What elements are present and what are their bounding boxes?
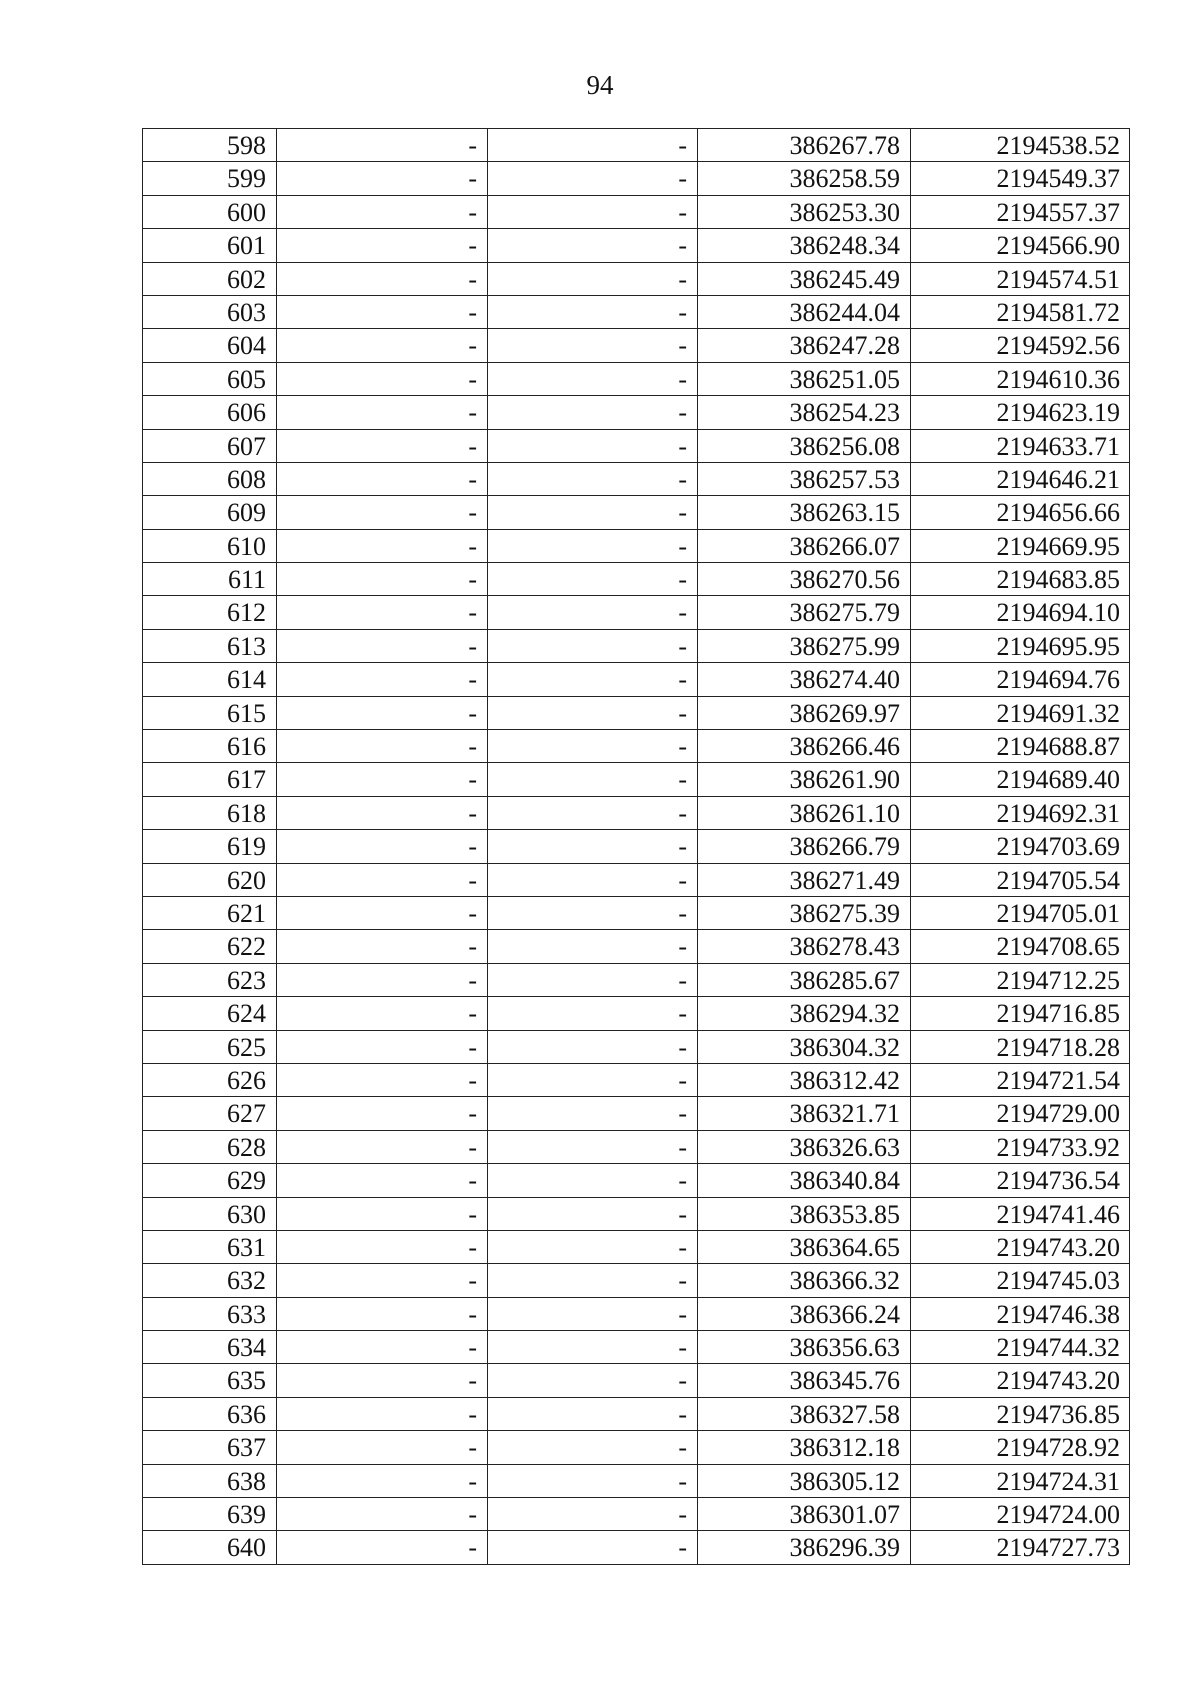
blank-cell-a: -: [277, 430, 488, 462]
y-coordinate-cell: 2194566.90: [996, 231, 1120, 261]
point-number-cell: 607: [143, 430, 277, 462]
blank-cell-b: -: [488, 1531, 698, 1563]
blank-cell-a: -: [277, 1531, 488, 1563]
x-coordinate-cell: 386257.53: [698, 463, 911, 495]
point-number-cell: 629: [143, 1164, 277, 1196]
x-coordinate-cell: 386266.79: [698, 830, 911, 862]
point-number-cell: 626: [143, 1064, 277, 1096]
x-coordinate-cell: 386270.56: [698, 563, 911, 595]
point-number-cell: 617: [143, 763, 277, 795]
x-coordinate-cell: 386356.63: [698, 1331, 911, 1363]
table-row: [142, 363, 1130, 396]
blank-cell-b: -: [488, 730, 698, 762]
point-number-cell: 624: [143, 997, 277, 1029]
x-coordinate-cell: 386271.49: [698, 864, 911, 896]
blank-cell-b: -: [488, 396, 698, 428]
point-number-cell: 634: [143, 1331, 277, 1363]
point-number-cell: 603: [143, 296, 277, 328]
x-coordinate-cell: 386274.40: [698, 663, 911, 695]
page-number: 94: [586, 70, 614, 100]
y-coordinate-cell: 2194745.03: [996, 1266, 1120, 1296]
x-coordinate-cell: 386312.18: [698, 1431, 911, 1463]
y-coordinate-cell: 2194736.54: [996, 1166, 1120, 1196]
blank-cell-b: -: [488, 930, 698, 962]
blank-cell-b: -: [488, 997, 698, 1029]
y-coordinate-cell: 2194705.54: [996, 865, 1120, 895]
y-coordinate-cell: 2194557.37: [996, 197, 1120, 227]
y-coordinate-cell: 2194721.54: [996, 1065, 1120, 1095]
point-number-cell: 606: [143, 396, 277, 428]
point-number-cell: 625: [143, 1031, 277, 1063]
table-row: [142, 1231, 1130, 1264]
x-coordinate-cell: 386245.49: [698, 263, 911, 295]
blank-cell-a: -: [277, 930, 488, 962]
blank-cell-b: -: [488, 596, 698, 628]
x-coordinate-cell: 386256.08: [698, 430, 911, 462]
x-coordinate-cell: 386269.97: [698, 697, 911, 729]
x-coordinate-cell: 386364.65: [698, 1231, 911, 1263]
blank-cell-a: -: [277, 1097, 488, 1129]
x-coordinate-cell: 386261.10: [698, 797, 911, 829]
x-coordinate-cell: 386285.67: [698, 964, 911, 996]
point-number-cell: 630: [143, 1198, 277, 1230]
table-row: [142, 329, 1130, 362]
blank-cell-a: -: [277, 129, 488, 161]
x-coordinate-cell: 386340.84: [698, 1164, 911, 1196]
y-coordinate-cell: 2194691.32: [996, 698, 1120, 728]
table-row: [142, 1331, 1130, 1364]
x-coordinate-cell: 386296.39: [698, 1531, 911, 1563]
point-number-cell: 613: [143, 630, 277, 662]
x-coordinate-cell: 386353.85: [698, 1198, 911, 1230]
table-row: [142, 1164, 1130, 1197]
table-row: [142, 1364, 1130, 1397]
table-row: [142, 1498, 1130, 1531]
blank-cell-a: -: [277, 1231, 488, 1263]
blank-cell-a: -: [277, 864, 488, 896]
y-coordinate-cell: 2194703.69: [996, 832, 1120, 862]
blank-cell-b: -: [488, 797, 698, 829]
table-row: [142, 1131, 1130, 1164]
blank-cell-b: -: [488, 830, 698, 862]
x-coordinate-cell: 386305.12: [698, 1465, 911, 1497]
point-number-cell: 602: [143, 263, 277, 295]
blank-cell-a: -: [277, 630, 488, 662]
point-number-cell: 633: [143, 1298, 277, 1330]
x-coordinate-cell: 386266.07: [698, 530, 911, 562]
y-coordinate-cell: 2194689.40: [996, 765, 1120, 795]
x-coordinate-cell: 386275.79: [698, 596, 911, 628]
blank-cell-a: -: [277, 329, 488, 361]
y-coordinate-cell: 2194656.66: [996, 498, 1120, 528]
blank-cell-a: -: [277, 396, 488, 428]
blank-cell-a: -: [277, 1398, 488, 1430]
point-number-cell: 631: [143, 1231, 277, 1263]
blank-cell-a: -: [277, 897, 488, 929]
y-coordinate-cell: 2194718.28: [996, 1032, 1120, 1062]
blank-cell-a: -: [277, 1364, 488, 1396]
y-coordinate-cell: 2194716.85: [996, 999, 1120, 1029]
blank-cell-b: -: [488, 1097, 698, 1129]
x-coordinate-cell: 386267.78: [698, 129, 911, 161]
point-number-cell: 635: [143, 1364, 277, 1396]
y-coordinate-cell: 2194669.95: [996, 531, 1120, 561]
y-coordinate-cell: 2194688.87: [996, 732, 1120, 762]
point-number-cell: 628: [143, 1131, 277, 1163]
point-number-cell: 621: [143, 897, 277, 929]
y-coordinate-cell: 2194736.85: [996, 1399, 1120, 1429]
table-row: [142, 1531, 1130, 1564]
blank-cell-b: -: [488, 1231, 698, 1263]
x-coordinate-cell: 386301.07: [698, 1498, 911, 1530]
x-coordinate-cell: 386251.05: [698, 363, 911, 395]
blank-cell-a: -: [277, 797, 488, 829]
x-coordinate-cell: 386253.30: [698, 196, 911, 228]
blank-cell-b: -: [488, 763, 698, 795]
blank-cell-a: -: [277, 730, 488, 762]
x-coordinate-cell: 386366.24: [698, 1298, 911, 1330]
point-number-cell: 627: [143, 1097, 277, 1129]
blank-cell-b: -: [488, 530, 698, 562]
blank-cell-b: -: [488, 897, 698, 929]
table-row: [142, 196, 1130, 229]
x-coordinate-cell: 386321.71: [698, 1097, 911, 1129]
point-number-cell: 637: [143, 1431, 277, 1463]
point-number-cell: 616: [143, 730, 277, 762]
x-coordinate-cell: 386327.58: [698, 1398, 911, 1430]
point-number-cell: 600: [143, 196, 277, 228]
x-coordinate-cell: 386278.43: [698, 930, 911, 962]
y-coordinate-cell: 2194646.21: [996, 464, 1120, 494]
table-row: [142, 830, 1130, 863]
blank-cell-a: -: [277, 496, 488, 528]
blank-cell-b: -: [488, 1398, 698, 1430]
blank-cell-a: -: [277, 1331, 488, 1363]
y-coordinate-cell: 2194538.52: [996, 131, 1120, 160]
y-coordinate-cell: 2194727.73: [996, 1533, 1120, 1563]
y-coordinate-cell: 2194549.37: [996, 164, 1120, 194]
blank-cell-b: -: [488, 1198, 698, 1230]
coordinate-table: [142, 128, 1130, 1565]
table-row: [142, 396, 1130, 429]
blank-cell-b: -: [488, 263, 698, 295]
x-coordinate-cell: 386294.32: [698, 997, 911, 1029]
blank-cell-b: -: [488, 296, 698, 328]
y-coordinate-cell: 2194694.10: [996, 598, 1120, 628]
blank-cell-a: -: [277, 1031, 488, 1063]
table-row: [142, 1264, 1130, 1297]
y-coordinate-cell: 2194746.38: [996, 1299, 1120, 1329]
point-number-cell: 632: [143, 1264, 277, 1296]
blank-cell-b: -: [488, 329, 698, 361]
blank-cell-b: -: [488, 430, 698, 462]
table-row: [142, 1465, 1130, 1498]
blank-cell-b: -: [488, 663, 698, 695]
blank-cell-b: -: [488, 1465, 698, 1497]
blank-cell-a: -: [277, 1498, 488, 1530]
blank-cell-b: -: [488, 563, 698, 595]
y-coordinate-cell: 2194741.46: [996, 1199, 1120, 1229]
y-coordinate-cell: 2194633.71: [996, 431, 1120, 461]
blank-cell-b: -: [488, 864, 698, 896]
point-number-cell: 614: [143, 663, 277, 695]
blank-cell-a: -: [277, 530, 488, 562]
table-row: [142, 530, 1130, 563]
table-row: [142, 296, 1130, 329]
x-coordinate-cell: 386312.42: [698, 1064, 911, 1096]
point-number-cell: 611: [143, 563, 277, 595]
y-coordinate-cell: 2194695.95: [996, 631, 1120, 661]
y-coordinate-cell: 2194692.31: [996, 798, 1120, 828]
blank-cell-b: -: [488, 496, 698, 528]
point-number-cell: 639: [143, 1498, 277, 1530]
y-coordinate-cell: 2194744.32: [996, 1333, 1120, 1363]
x-coordinate-cell: 386266.46: [698, 730, 911, 762]
point-number-cell: 612: [143, 596, 277, 628]
table-row: [142, 263, 1130, 296]
y-coordinate-cell: 2194743.20: [996, 1366, 1120, 1396]
point-number-cell: 640: [143, 1531, 277, 1563]
x-coordinate-cell: 386275.99: [698, 630, 911, 662]
x-coordinate-cell: 386247.28: [698, 329, 911, 361]
blank-cell-a: -: [277, 1198, 488, 1230]
blank-cell-b: -: [488, 196, 698, 228]
table-row: [142, 162, 1130, 195]
blank-cell-a: -: [277, 1298, 488, 1330]
table-row: [142, 763, 1130, 796]
y-coordinate-cell: 2194581.72: [996, 297, 1120, 327]
blank-cell-a: -: [277, 229, 488, 261]
table-row: [142, 563, 1130, 596]
blank-cell-b: -: [488, 162, 698, 194]
x-coordinate-cell: 386275.39: [698, 897, 911, 929]
table-row: [142, 964, 1130, 997]
y-coordinate-cell: 2194683.85: [996, 565, 1120, 595]
blank-cell-b: -: [488, 1498, 698, 1530]
blank-cell-a: -: [277, 463, 488, 495]
blank-cell-b: -: [488, 229, 698, 261]
blank-cell-a: -: [277, 1164, 488, 1196]
table-row: [142, 596, 1130, 629]
table-row: [142, 997, 1130, 1030]
blank-cell-b: -: [488, 1431, 698, 1463]
table-row: [142, 630, 1130, 663]
y-coordinate-cell: 2194574.51: [996, 264, 1120, 294]
blank-cell-b: -: [488, 1331, 698, 1363]
blank-cell-a: -: [277, 196, 488, 228]
table-row: [142, 1031, 1130, 1064]
blank-cell-b: -: [488, 1264, 698, 1296]
point-number-cell: 610: [143, 530, 277, 562]
table-row: [142, 129, 1130, 162]
point-number-cell: 620: [143, 864, 277, 896]
blank-cell-a: -: [277, 964, 488, 996]
table-row: [142, 797, 1130, 830]
table-row: [142, 1298, 1130, 1331]
x-coordinate-cell: 386261.90: [698, 763, 911, 795]
table-row: [142, 430, 1130, 463]
blank-cell-a: -: [277, 263, 488, 295]
point-number-cell: 601: [143, 229, 277, 261]
point-number-cell: 622: [143, 930, 277, 962]
table-row: [142, 730, 1130, 763]
blank-cell-b: -: [488, 964, 698, 996]
table-row: [142, 663, 1130, 696]
y-coordinate-cell: 2194694.76: [996, 665, 1120, 695]
x-coordinate-cell: 386254.23: [698, 396, 911, 428]
blank-cell-b: -: [488, 1031, 698, 1063]
y-coordinate-cell: 2194728.92: [996, 1433, 1120, 1463]
x-coordinate-cell: 386248.34: [698, 229, 911, 261]
point-number-cell: 615: [143, 697, 277, 729]
x-coordinate-cell: 386244.04: [698, 296, 911, 328]
point-number-cell: 619: [143, 830, 277, 862]
y-coordinate-cell: 2194729.00: [996, 1099, 1120, 1129]
point-number-cell: 605: [143, 363, 277, 395]
blank-cell-a: -: [277, 1131, 488, 1163]
table-row: [142, 897, 1130, 930]
y-coordinate-cell: 2194724.31: [996, 1466, 1120, 1496]
x-coordinate-cell: 386304.32: [698, 1031, 911, 1063]
blank-cell-b: -: [488, 630, 698, 662]
blank-cell-b: -: [488, 1364, 698, 1396]
table-row: [142, 930, 1130, 963]
y-coordinate-cell: 2194733.92: [996, 1132, 1120, 1162]
blank-cell-a: -: [277, 563, 488, 595]
point-number-cell: 618: [143, 797, 277, 829]
table-row: [142, 463, 1130, 496]
blank-cell-b: -: [488, 1164, 698, 1196]
blank-cell-a: -: [277, 663, 488, 695]
y-coordinate-cell: 2194623.19: [996, 398, 1120, 428]
point-number-cell: 609: [143, 496, 277, 528]
point-number-cell: 599: [143, 162, 277, 194]
table-row: [142, 864, 1130, 897]
y-coordinate-cell: 2194743.20: [996, 1232, 1120, 1262]
table-row: [142, 1064, 1130, 1097]
point-number-cell: 636: [143, 1398, 277, 1430]
table-row: [142, 1431, 1130, 1464]
y-coordinate-cell: 2194592.56: [996, 331, 1120, 361]
table-row: [142, 1398, 1130, 1431]
x-coordinate-cell: 386258.59: [698, 162, 911, 194]
x-coordinate-cell: 386263.15: [698, 496, 911, 528]
table-row: [142, 1097, 1130, 1130]
x-coordinate-cell: 386366.32: [698, 1264, 911, 1296]
x-coordinate-cell: 386345.76: [698, 1364, 911, 1396]
blank-cell-b: -: [488, 697, 698, 729]
blank-cell-b: -: [488, 1064, 698, 1096]
blank-cell-a: -: [277, 997, 488, 1029]
blank-cell-a: -: [277, 296, 488, 328]
table-row: [142, 229, 1130, 262]
table-row: [142, 697, 1130, 730]
point-number-cell: 623: [143, 964, 277, 996]
blank-cell-b: -: [488, 1298, 698, 1330]
x-coordinate-cell: 386326.63: [698, 1131, 911, 1163]
table-row: [142, 496, 1130, 529]
y-coordinate-cell: 2194712.25: [996, 965, 1120, 995]
blank-cell-a: -: [277, 1465, 488, 1497]
y-coordinate-cell: 2194705.01: [996, 898, 1120, 928]
blank-cell-b: -: [488, 463, 698, 495]
point-number-cell: 638: [143, 1465, 277, 1497]
blank-cell-a: -: [277, 596, 488, 628]
y-coordinate-cell: 2194610.36: [996, 364, 1120, 394]
blank-cell-b: -: [488, 1131, 698, 1163]
blank-cell-a: -: [277, 1431, 488, 1463]
blank-cell-a: -: [277, 363, 488, 395]
y-coordinate-cell: 2194708.65: [996, 932, 1120, 962]
blank-cell-a: -: [277, 162, 488, 194]
blank-cell-a: -: [277, 763, 488, 795]
blank-cell-b: -: [488, 363, 698, 395]
blank-cell-a: -: [277, 697, 488, 729]
blank-cell-a: -: [277, 830, 488, 862]
point-number-cell: 604: [143, 329, 277, 361]
table-row: [142, 1198, 1130, 1231]
point-number-cell: 608: [143, 463, 277, 495]
point-number-cell: 598: [143, 129, 277, 161]
blank-cell-a: -: [277, 1264, 488, 1296]
blank-cell-b: -: [488, 129, 698, 161]
y-coordinate-cell: 2194724.00: [996, 1500, 1120, 1530]
blank-cell-a: -: [277, 1064, 488, 1096]
